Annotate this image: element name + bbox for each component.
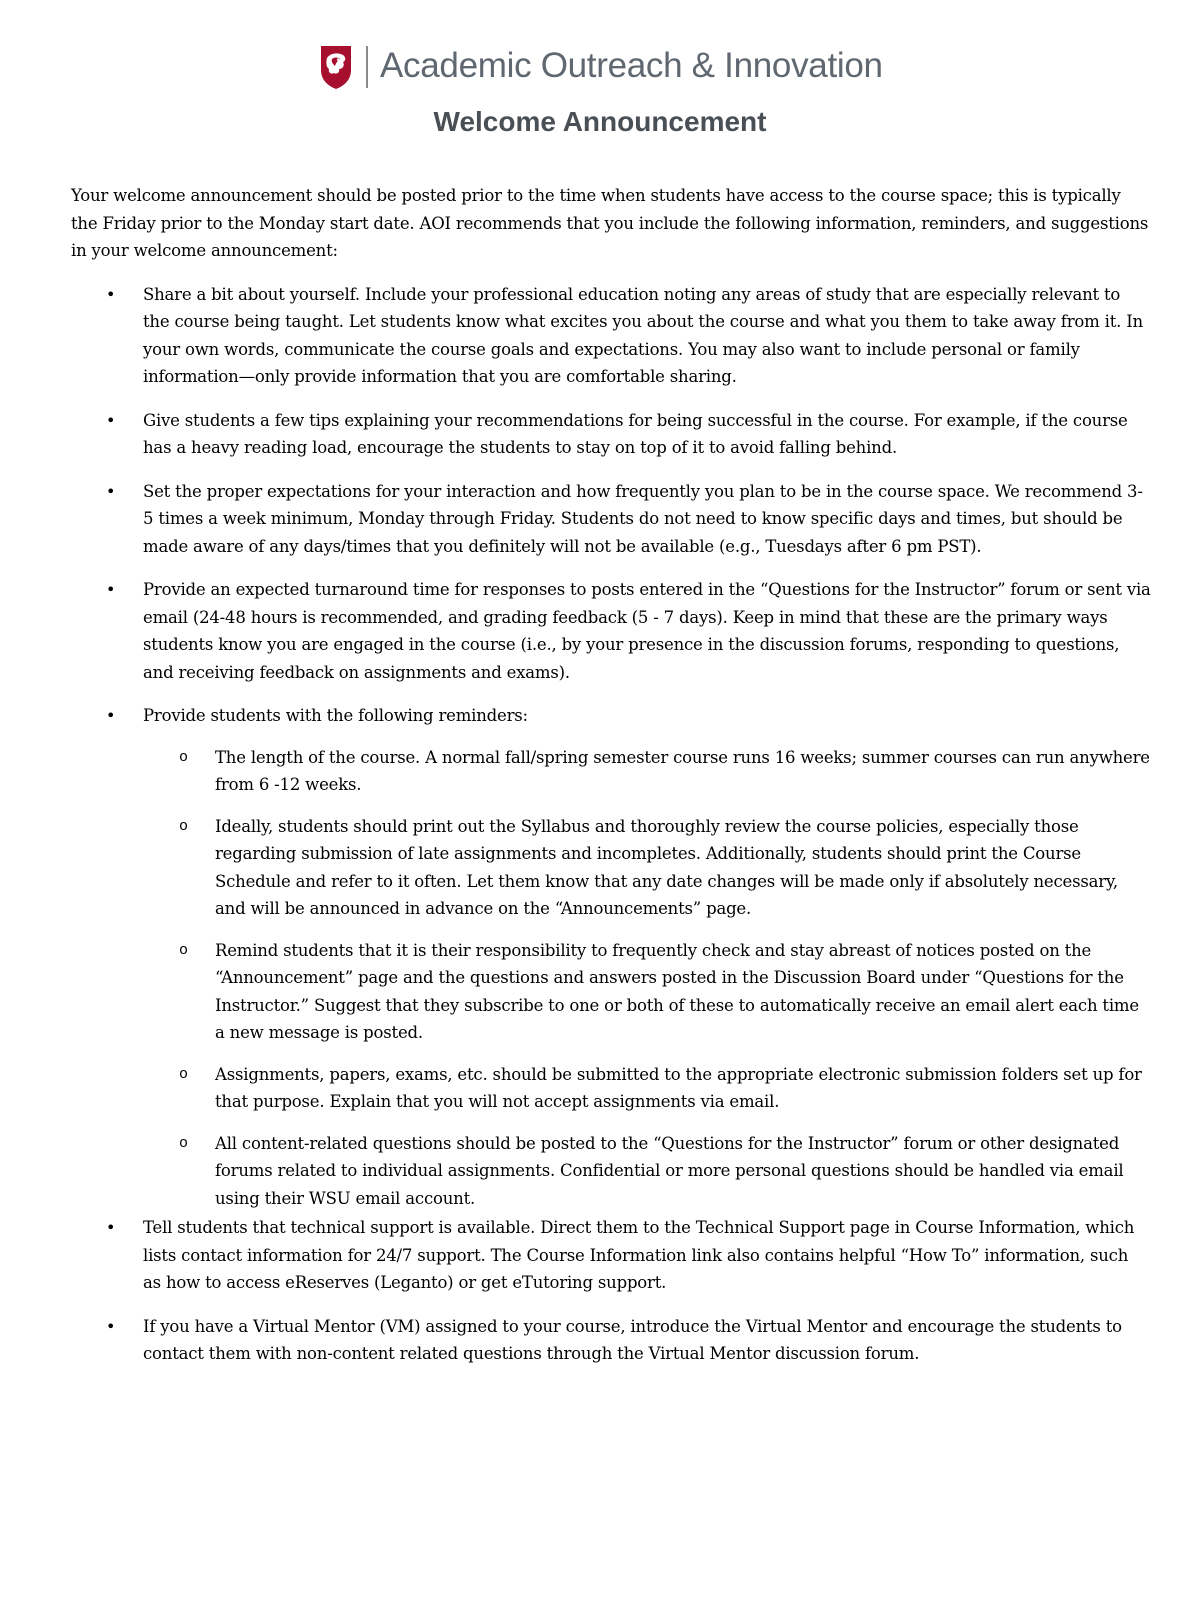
reminder-sublist (143, 744, 1151, 1213)
list-item-text: Share a bit about yourself. Include your professional education noting any areas of study that are especially relevant to the course being taught. Let students know what excites you about the course and what you them to take away from it. In your own words, communicate the course goals and expectations. You may also want to include personal or family information—only provide information that you are comfortable sharing. (143, 284, 1143, 386)
sub-bullet-icon: o (179, 748, 188, 766)
recommendation-list (71, 281, 1151, 1368)
sublist-item-text: Ideally, students should print out the Syllabus and thoroughly review the course policies, especially those regarding submission of late assignments and incompletes. Additionally, students should print the Course Schedule and refer to it often. Let them know that any date changes will be made only if absolutely necessary, and will be announced in advance on the “Announcements” page. (215, 816, 1118, 918)
bullet-icon: • (106, 706, 116, 725)
bullet-icon: • (106, 284, 116, 304)
bullet-icon: • (106, 580, 116, 599)
sublist-item (143, 813, 1151, 923)
sub-bullet-icon: o (179, 1134, 188, 1152)
list-item (71, 576, 1151, 686)
sublist-item-text: The length of the course. A normal fall/spring semester course runs 16 weeks; summer courses can run anywhere from 6 -12 weeks. (215, 747, 1150, 794)
intro-paragraph: Your welcome announcement should be posted prior to the time when students have access to the course space; this is typically the Friday prior to the Monday start date. AOI recommends that you include the following information, reminders, and suggestions in your welcome announcement: (71, 186, 1149, 260)
sublist-item-text: Remind students that it is their responsibility to frequently check and stay abreast of notices posted on the “Announcement” page and the questions and answers posted in the Discussion Board under “Questions for the Instructor.” Suggest that they subscribe to one or both of these to automatically receive an email alert each time a new message is posted. (215, 940, 1139, 1042)
sublist-item (143, 937, 1151, 1047)
logo-divider (366, 46, 368, 88)
bullet-icon: • (106, 481, 116, 501)
list-item-text: Provide an expected turnaround time for responses to posts entered in the “Questions for the Instructor” forum or sent via email (24-48 hours is recommended, and grading feedback (5 - 7 days). Keep in mind that these are the primary ways students know you are engaged in the course (i.e., by your presence in the discussion forums, responding to questions, and receiving feedback on assignments and exams). (143, 580, 1151, 682)
org-name: Academic Outreach & Innovation (380, 46, 883, 85)
bullet-icon: • (106, 1218, 116, 1237)
document-body (71, 182, 1151, 1384)
list-item-text: Set the proper expectations for your interaction and how frequently you plan to be in the course space. We recommend 3-5 times a week minimum, Monday through Friday. Students do not need to know specific days and times, but should be made aware of any days/times that you definitely will not be available (e.g., Tuesdays after 6 pm PST). (143, 481, 1143, 556)
list-item-text: Provide students with the following reminders: (143, 706, 528, 725)
sublist-item (143, 1061, 1151, 1116)
list-item (71, 702, 1151, 1212)
list-item-text: Give students a few tips explaining your recommendations for being successful in the course. For example, if the course has a heavy reading load, encourage the students to stay on top of it to avoid falling behind. (143, 410, 1128, 457)
sublist-item (143, 744, 1151, 799)
sublist-item-text: All content-related questions should be posted to the “Questions for the Instructor” forum or other designated forums related to individual assignments. Confidential or more personal questions should be handled via email using their WSU email account. (215, 1133, 1124, 1208)
list-item (71, 407, 1151, 462)
list-item (71, 1214, 1151, 1297)
document-header (0, 44, 1200, 94)
sub-bullet-icon: o (179, 1065, 188, 1083)
bullet-icon: • (106, 410, 116, 430)
sub-bullet-icon: o (179, 817, 188, 835)
sub-bullet-icon: o (179, 941, 188, 959)
list-item (71, 281, 1151, 391)
bullet-icon: • (106, 1316, 116, 1336)
list-item-text: If you have a Virtual Mentor (VM) assigned to your course, introduce the Virtual Mentor and encourage the students to contact them with non-content related questions through the Virtual Mentor discussion forum. (143, 1316, 1122, 1363)
list-item (71, 1313, 1151, 1368)
list-item-text: Tell students that technical support is available. Direct them to the Technical Support page in Course Information, which lists contact information for 24/7 support. The Course Information link also contains helpful “How To” information, such as how to access eReserves (Leganto) or get eTutoring support. (143, 1218, 1135, 1292)
sublist-item (143, 1130, 1151, 1213)
list-item (71, 478, 1151, 561)
sublist-item-text: Assignments, papers, exams, etc. should be submitted to the appropriate electronic submission folders set up for that purpose. Explain that you will not accept assignments via email. (215, 1064, 1142, 1111)
wsu-cougar-shield-icon (318, 44, 354, 90)
document-title: Welcome Announcement (433, 106, 767, 137)
